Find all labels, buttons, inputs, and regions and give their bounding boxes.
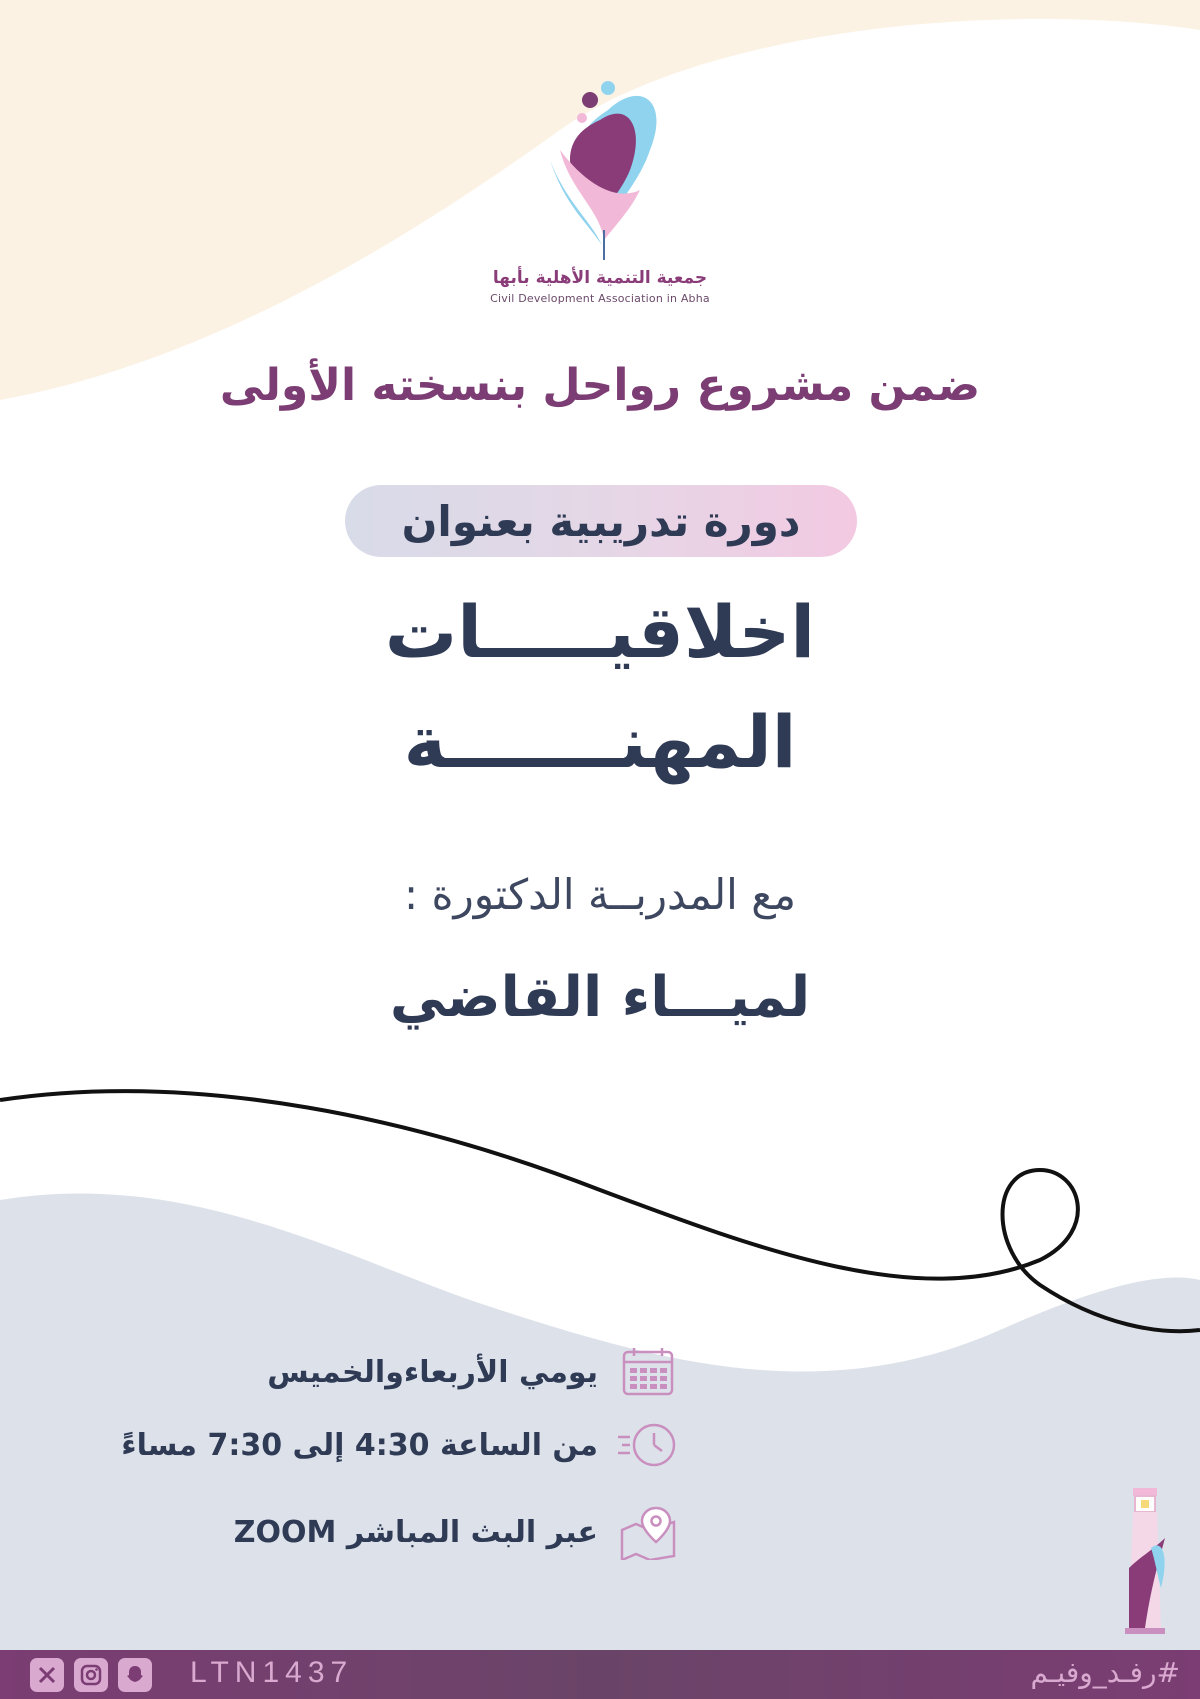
trainer-name: لميـــاء القاضي — [389, 965, 811, 1030]
course-label: دورة تدريبية بعنوان — [401, 496, 801, 546]
trainer-label: مع المدربــة الدكتورة : — [403, 870, 797, 919]
course-title-line2: المهنـــــــة — [403, 700, 797, 784]
map-pin-icon — [616, 1504, 680, 1560]
social-icons — [30, 1658, 152, 1692]
social-handle: LTN1437 — [190, 1656, 354, 1689]
days-text: يومي الأربعاءوالخميس — [267, 1354, 598, 1390]
calendar-icon — [616, 1344, 680, 1400]
days-row — [267, 1342, 680, 1402]
instagram-icon[interactable] — [74, 1658, 108, 1692]
course-title-line1: اخلاقيـــــات — [384, 590, 816, 674]
location-text: عبر البث المباشر ZOOM — [233, 1514, 598, 1550]
logo-name-arabic: جمعية التنمية الأهلية بأبها — [492, 268, 708, 288]
association-logo-icon — [530, 70, 680, 270]
logo-name-english: Civil Development Association in Abha — [490, 292, 710, 305]
project-line: ضمن مشروع رواحل بنسخته الأولى — [219, 360, 981, 411]
snapchat-icon[interactable] — [118, 1658, 152, 1692]
footer-bar — [0, 1650, 1200, 1699]
lighthouse-logo-icon — [1105, 1478, 1185, 1638]
x-icon[interactable] — [30, 1658, 64, 1692]
clock-icon — [616, 1417, 680, 1473]
hashtag: #رفـد_وفيـم — [1030, 1656, 1180, 1689]
time-row — [121, 1415, 680, 1475]
location-row — [234, 1502, 680, 1562]
course-label-pill — [345, 485, 857, 557]
time-text: من الساعة 4:30 إلى 7:30 مساءً — [121, 1427, 598, 1463]
